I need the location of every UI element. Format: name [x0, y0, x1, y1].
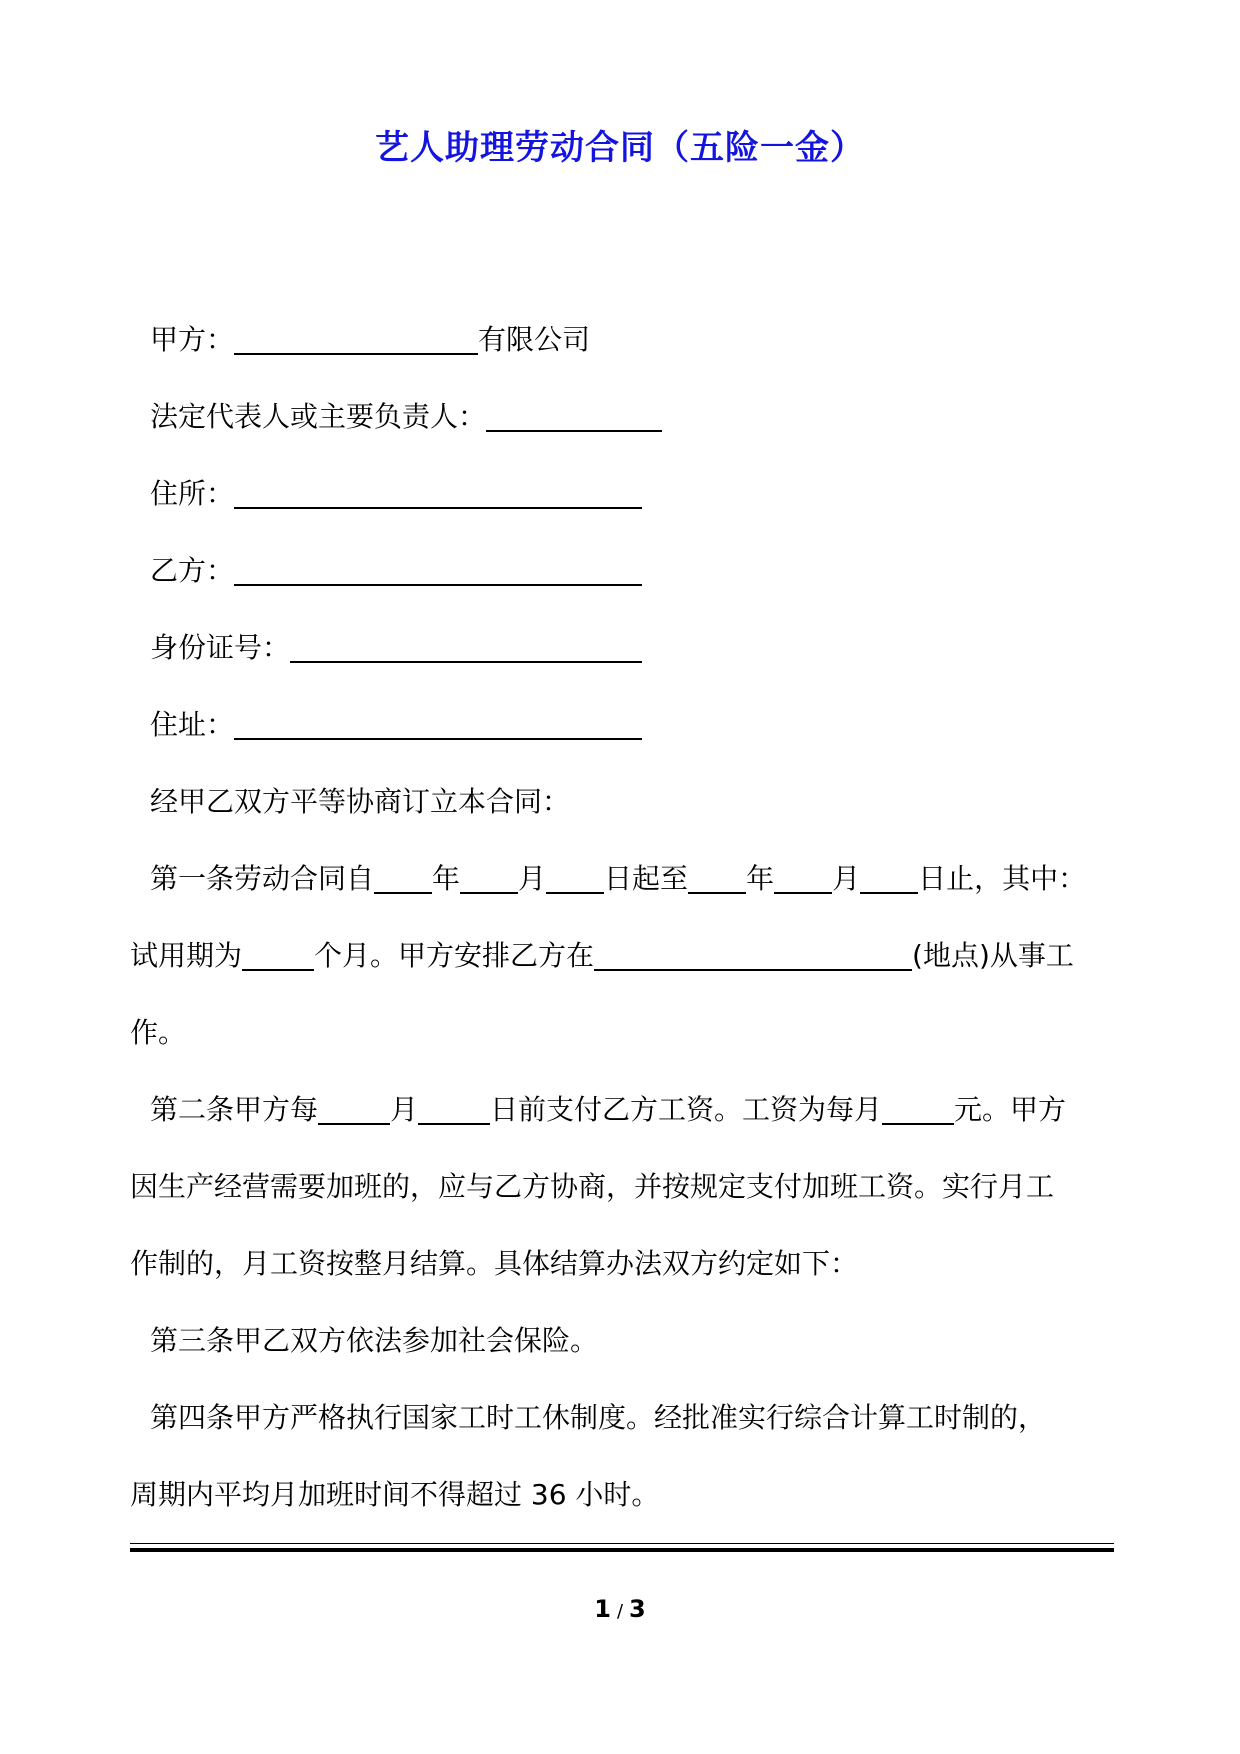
party-b-label: 乙方：: [150, 554, 235, 587]
day-from-label: 日起至: [604, 862, 689, 895]
page-separator: /: [616, 1601, 624, 1622]
article-2-line-1: [150, 1090, 1066, 1130]
start-month-blank[interactable]: [460, 862, 518, 894]
page-current: 1: [594, 1595, 611, 1623]
month-label: 月: [518, 862, 547, 895]
party-b-blank[interactable]: [234, 554, 642, 586]
year-label-2: 年: [746, 862, 775, 895]
party-b-line: [150, 551, 642, 591]
party-a-suffix: 有限公司: [478, 323, 591, 356]
legal-rep-label: 法定代表人或主要负责人：: [150, 400, 487, 433]
article-1-line-3: 作。: [130, 1016, 187, 1049]
intro-line: 经甲乙双方平等协商订立本合同：: [150, 785, 571, 818]
article-4-line-2: 周期内平均月加班时间不得超过 36 小时。: [130, 1478, 660, 1511]
article-1-text-a: 第一条劳动合同自: [150, 862, 375, 895]
document-title: 艺人助理劳动合同（五险一金）: [375, 128, 865, 168]
salary-unit-text: 元。甲方: [954, 1093, 1067, 1126]
party-a-line: [150, 320, 590, 360]
address-blank[interactable]: [234, 708, 642, 740]
end-day-blank[interactable]: [860, 862, 918, 894]
address-line: [150, 705, 642, 745]
pay-day-text: 日前支付乙方工资。工资为每月: [490, 1093, 883, 1126]
page-total: 3: [629, 1595, 646, 1623]
residence-label: 住所：: [150, 477, 235, 510]
work-place-blank[interactable]: [594, 939, 912, 971]
trial-months-blank[interactable]: [242, 939, 314, 971]
end-month-blank[interactable]: [774, 862, 832, 894]
page-number: [0, 1594, 1240, 1627]
address-label: 住址：: [150, 708, 235, 741]
trial-prefix: 试用期为: [130, 939, 243, 972]
party-a-blank[interactable]: [234, 323, 478, 355]
end-year-blank[interactable]: [688, 862, 746, 894]
pay-month-blank[interactable]: [318, 1093, 390, 1125]
article-4-line-1: 第四条甲方严格执行国家工时工休制度。经批准实行综合计算工时制的，: [150, 1401, 1047, 1434]
start-day-blank[interactable]: [546, 862, 604, 894]
trial-suffix: 个月。甲方安排乙方在: [314, 939, 595, 972]
footer-rule-thin: [130, 1543, 1114, 1544]
work-place-suffix: (地点)从事工: [912, 939, 1074, 972]
pay-day-blank[interactable]: [418, 1093, 490, 1125]
article-2-text-a: 第二条甲方每: [150, 1093, 319, 1126]
article-2-line-3: 作制的，月工资按整月结算。具体结算办法双方约定如下：: [130, 1247, 859, 1280]
footer-rule-thick: [130, 1548, 1114, 1552]
article-1-line-1: [150, 859, 1086, 899]
id-number-line: [150, 628, 642, 668]
day-to-label: 日止，其中：: [918, 862, 1087, 895]
id-number-label: 身份证号：: [150, 631, 291, 664]
month-label-2: 月: [832, 862, 861, 895]
salary-blank[interactable]: [882, 1093, 954, 1125]
article-1-line-2: [130, 936, 1074, 976]
party-a-label: 甲方：: [150, 323, 235, 356]
year-label: 年: [432, 862, 461, 895]
pay-month-label: 月: [390, 1093, 419, 1126]
residence-blank[interactable]: [234, 477, 642, 509]
id-number-blank[interactable]: [290, 631, 642, 663]
article-3-line: 第三条甲乙双方依法参加社会保险。: [150, 1324, 599, 1357]
legal-rep-line: [150, 397, 662, 437]
legal-rep-blank[interactable]: [486, 400, 662, 432]
residence-line: [150, 474, 642, 514]
article-2-line-2: 因生产经营需要加班的，应与乙方协商，并按规定支付加班工资。实行月工: [130, 1170, 1055, 1203]
start-year-blank[interactable]: [374, 862, 432, 894]
